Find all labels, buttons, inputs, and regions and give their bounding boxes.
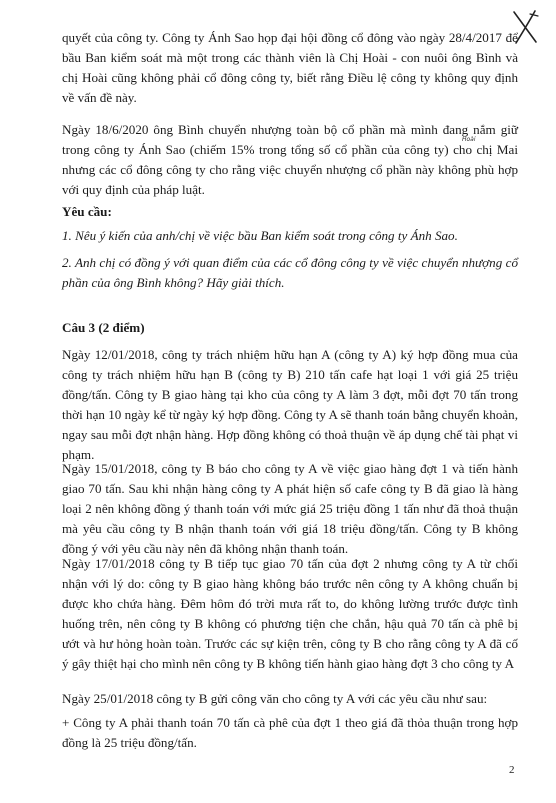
paragraph-1: quyết của công ty. Công ty Ánh Sao họp đại hội đồng cổ đông vào ngày 28/4/2017 để bầu Ban kiểm soát mà một trong các thành viên là Chị Hoài - con nuôi ông Bình và chị Hoài cũng không phải cổ đông công ty, biết rằng Điều lệ công ty không quy định về vấn đề này.: [62, 30, 518, 105]
paragraph-2: Ngày 18/6/2020 ông Bình chuyển nhượng toàn bộ cổ phần mà mình đang nắm giữ trong công ty Ánh Sao (chiếm 15% trong tổng số cổ phần của công ty) cho chị Mai nhưng các cổ đông công ty cho rằng việc chuyển nhượng cổ phần này không phù hợp với quy định của pháp luật.: [62, 122, 518, 197]
page-number: 2: [509, 764, 515, 776]
paragraph-6: Ngày 25/01/2018 công ty B gửi công văn cho công ty A với các yêu cầu như sau:: [62, 691, 488, 706]
requirements-title: Yêu cầu:: [62, 204, 112, 219]
paragraph-7: + Công ty A phải thanh toán 70 tấn cà phê của đợt 1 theo giá đã thỏa thuận trong hợp đồng là 25 triệu đồng/tấn.: [62, 715, 518, 750]
paragraph-3: Ngày 12/01/2018, công ty trách nhiệm hữu hạn A (công ty A) ký hợp đồng mua của công ty trách nhiệm hữu hạn B (công ty B) 210 tấn cafe hạt loại 1 với giá 25 triệu đồng/tấn. Công ty B giao hàng tại kho của công ty A làm 3 đợt, mỗi đợt 70 tấn trong thời hạn 10 ngày kể từ ngày ký hợp đồng. Công ty A sẽ thanh toán bằng chuyển khoản, ngay sau mỗi đợt nhận hàng. Hợp đồng không có thoả thuận về áp dụng chế tài phạt vi phạm.: [62, 347, 518, 462]
question-2: 2. Anh chị có đồng ý với quan điểm của các cổ đông công ty về việc chuyển nhượng cổ phần của ông Bình không? Hãy giải thích.: [62, 255, 518, 290]
question-1: 1. Nêu ý kiến của anh/chị về việc bầu Ban kiểm soát trong công ty Ánh Sao.: [62, 228, 458, 243]
paragraph-5: Ngày 17/01/2018 công ty B tiếp tục giao 70 tấn của đợt 2 nhưng công ty A từ chối nhận với lý do: công ty B giao hàng không báo trước nên công ty A không chuẩn bị được kho chứa hàng. Đêm hôm đó trời mưa rất to, do không lường trước được tình huống trên, nên công ty B không có phương tiện che chắn, hậu quả 70 tấn cà phê bị ướt và hư hỏng hoàn toàn. Trước các sự kiện trên, công ty B cho rằng công ty A đã cố ý gây thiệt hại cho mình nên công ty B không tiến hành giao hàng đợt 3 cho công ty A: [62, 556, 518, 671]
section-title-cau-3: Câu 3 (2 điểm): [62, 320, 145, 335]
margin-note: Hoài: [462, 136, 476, 143]
paragraph-4: Ngày 15/01/2018, công ty B báo cho công ty A về việc giao hàng đợt 1 và tiến hành giao 70 tấn. Sau khi nhận hàng công ty A phát hiện số cafe công ty B đã giao là hàng loại 2 nên không đồng ý thanh toán với mức giá 25 triệu đồng 1 tấn như đã thoả thuận mà yêu cầu công ty B nhận thanh toán với giá 18 triệu đồng/tấn. Công ty B không đồng ý với yêu cầu này nên đã không nhận thanh toán.: [62, 461, 518, 556]
